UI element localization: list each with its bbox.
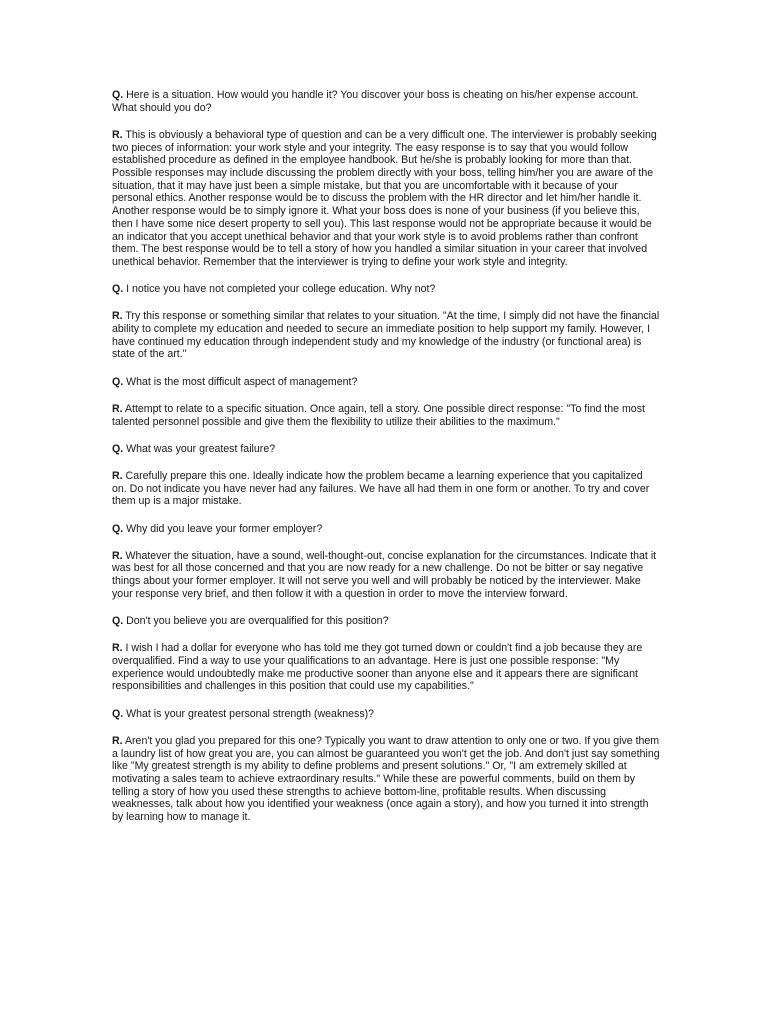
response-paragraph <box>112 129 660 269</box>
response-tag: R. <box>112 642 123 655</box>
qa-list <box>112 89 660 824</box>
question-text: Don't you believe you are overqualified for this position? <box>126 615 389 628</box>
question-paragraph <box>112 89 660 114</box>
question-paragraph <box>112 708 660 721</box>
response-tag: R. <box>112 310 123 323</box>
question-paragraph <box>112 615 660 628</box>
question-text: I notice you have not completed your college education. Why not? <box>126 283 436 296</box>
question-text: Why did you leave your former employer? <box>126 522 323 535</box>
response-text: Aren't you glad you prepared for this one? Typically you want to draw attention to only one or two. If you give them a laundry list of how great you are, you can almost be guaranteed you won't get the job. And don't just say something like "My greatest strength is my ability to define problems and present solutions." Or, "I am extremely skilled at motivating a sales team to achieve extraordinary results." While these are powerful comments, build on them by telling a story of how you used these strengths to achieve bottom-line, profitable results. When discussing weaknesses, talk about how you identified your weakness (once again a story), and how you turned it into strength by learning how to manage it. <box>112 734 660 824</box>
question-tag: Q. <box>112 375 124 388</box>
response-text: Whatever the situation, have a sound, well-thought-out, concise explanation for the circumstances. Indicate that it was best for all those concerned and that you are now ready for a new challenge. Do not be bitter or say negative things about your former employer. It will not serve you well and will probably be noticed by the interviewer. Make your response very brief, and then follow it with a question in order to move the interview forward. <box>112 549 657 600</box>
question-paragraph <box>112 283 660 296</box>
question-text: What is your greatest personal strength (weakness)? <box>126 707 375 720</box>
document-page <box>112 89 660 838</box>
question-tag: Q. <box>112 283 124 296</box>
response-paragraph <box>112 642 660 693</box>
response-tag: R. <box>112 128 123 141</box>
response-paragraph <box>112 735 660 824</box>
question-tag: Q. <box>112 522 124 535</box>
response-tag: R. <box>112 402 123 415</box>
response-text: This is obviously a behavioral type of question and can be a very difficult one. The interviewer is probably seeking two pieces of information: your work style and your integrity. The easy response is to say that you would follow established procedure as defined in the employee handbook. But he/she is probably looking for more than that. Possible responses may include discussing the problem directly with your boss, telling him/her you are aware of the situation, that it may have just been a simple mistake, but that you are uncomfortable with it because of your personal ethics. Another response would be to discuss the problem with the HR director and let him/her handle it. Another response would be to simply ignore it. What your boss does is none of your business (if you believe this, then I have some nice desert property to sell you). This last response would not be appropriate because it would be an indicator that you accept unethical behavior and that your work style is to avoid problems rather than confront them. The best response would be to tell a story of how you handled a similar situation in your career that involved unethical behavior. Remember that the interviewer is trying to define your work style and integrity. <box>112 128 657 268</box>
question-tag: Q. <box>112 442 124 455</box>
question-paragraph <box>112 376 660 389</box>
response-paragraph <box>112 310 660 361</box>
question-text: What is the most difficult aspect of management? <box>126 375 358 388</box>
question-tag: Q. <box>112 89 124 101</box>
response-paragraph <box>112 470 660 508</box>
question-text: What was your greatest failure? <box>126 442 276 455</box>
response-tag: R. <box>112 469 123 482</box>
response-text: I wish I had a dollar for everyone who has told me they got turned down or couldn't find a job because they are overqualified. Find a way to use your qualifications to an advantage. Here is just one possible response: "My experience would undoubtedly make me productive sooner than anyone else and it appears there are significant responsibilities and challenges in this position that could use my capabilities." <box>112 642 643 693</box>
question-paragraph <box>112 443 660 456</box>
question-tag: Q. <box>112 707 124 720</box>
response-text: Attempt to relate to a specific situation. Once again, tell a story. One possible direct response: "To find the most talented personnel possible and give them the flexibility to utilize their abilities to the maximum." <box>112 402 645 428</box>
response-tag: R. <box>112 734 123 747</box>
response-text: Try this response or something similar that relates to your situation. "At the time, I simply did not have the financial ability to complete my education and needed to secure an immediate position to help support my family. However, I have continued my education through independent study and my knowledge of the industry (or functional area) is state of the art." <box>112 310 660 361</box>
response-paragraph <box>112 550 660 601</box>
question-paragraph <box>112 523 660 536</box>
response-text: Carefully prepare this one. Ideally indicate how the problem became a learning experience that you capitalized on. Do not indicate you have never had any failures. We have all had them in one form or another. To try and cover them up is a major mistake. <box>112 469 650 508</box>
question-tag: Q. <box>112 615 124 628</box>
response-tag: R. <box>112 549 123 562</box>
question-text: Here is a situation. How would you handle it? You discover your boss is cheating on his/her expense account. What should you do? <box>112 89 639 114</box>
response-paragraph <box>112 403 660 428</box>
